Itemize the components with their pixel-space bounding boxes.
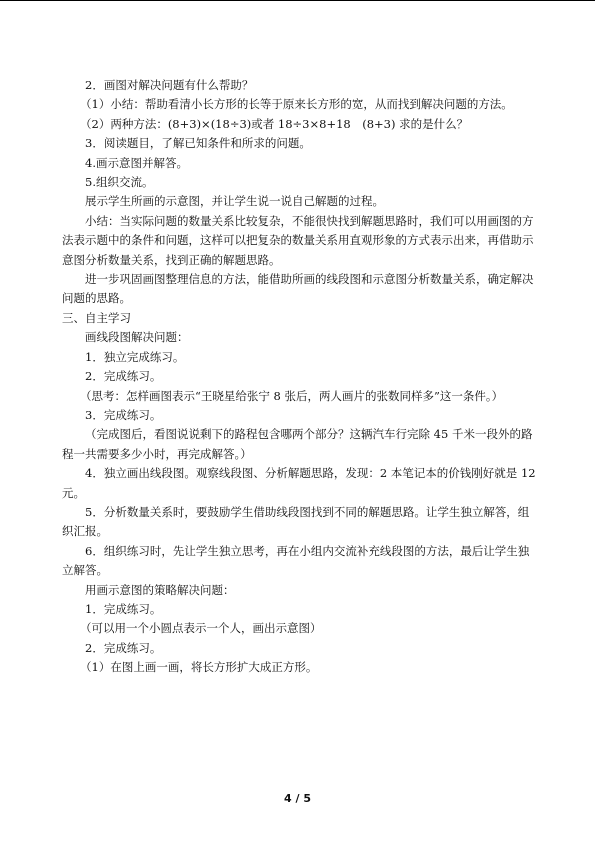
paragraph: 画线段图解决问题： <box>85 330 189 345</box>
paragraph: （1）在图上画一画，将长方形扩大成正方形。 <box>80 660 318 675</box>
paragraph: 小结：当实际问题的数量关系比较复杂，不能很快找到解题思路时，我们可以用画图的方法表示题中的条件和问题，这样可以把复杂的数量关系用直观形象的方式表示出来，再借助示意图分析数量关系，找到正确的解题思路。 <box>62 213 534 267</box>
paragraph: 2．完成练习。 <box>85 369 162 384</box>
paragraph: 2．完成练习。 <box>85 640 162 655</box>
paragraph: （可以用一个小圆点表示一个人，画出示意图） <box>80 621 322 636</box>
paragraph: 进一步巩固画图整理信息的方法，能借助所画的线段图和示意图分析数量关系，确定解决问题的思路。 <box>62 272 534 306</box>
paragraph: 用画示意图的策略解决问题： <box>85 582 235 597</box>
paragraph: 5.组织交流。 <box>85 175 154 190</box>
paragraph: 1．完成练习。 <box>85 601 162 616</box>
paragraph: 展示学生所画的示意图，并让学生说一说自己解题的过程。 <box>85 194 384 209</box>
paragraph: 4.画示意图并解答。 <box>85 155 188 170</box>
paragraph: 2．画图对解决问题有什么帮助？ <box>85 78 254 92</box>
paragraph: （1）小结：帮助看清小长方形的长等于原来长方形的宽，从而找到解决问题的方法。 <box>80 97 513 112</box>
document-body <box>62 76 536 678</box>
paragraph: 3．阅读题目，了解已知条件和所求的问题。 <box>85 136 311 151</box>
paragraph: 6．组织练习时，先让学生独立思考，再在小组内交流补充线段图的方法，最后让学生独立解答。 <box>62 543 530 578</box>
paragraph: （2）两种方法：(8+3)×(18÷3)或者 18÷3×8+18 (8+3) 求的是什么？ <box>80 116 469 131</box>
paragraph: 3．完成练习。 <box>85 407 162 422</box>
paragraph: 4．独立画出线段图。观察线段图、分析解题思路，发现：2 本笔记本的价钱刚好就是 12 元。 <box>62 466 536 500</box>
page-number: 4 / 5 <box>284 792 311 805</box>
paragraph: 三、自主学习 <box>62 310 131 325</box>
paragraph: 5．分析数量关系时，要鼓励学生借助线段图找到不同的解题思路。让学生独立解答，组织汇报。 <box>62 504 530 539</box>
paragraph: 1．独立完成练习。 <box>85 349 185 364</box>
header-rule <box>0 0 595 1</box>
paragraph: （完成图后，看图说说剩下的路程包含哪两个部分？这辆汽车行完除 45 千米一段外的路程一共需要多少小时，再完成解答。） <box>62 427 533 461</box>
paragraph: （思考：怎样画图表示“王晓星给张宁 8 张后，两人画片的张数同样多”这一条件。） <box>80 388 504 403</box>
